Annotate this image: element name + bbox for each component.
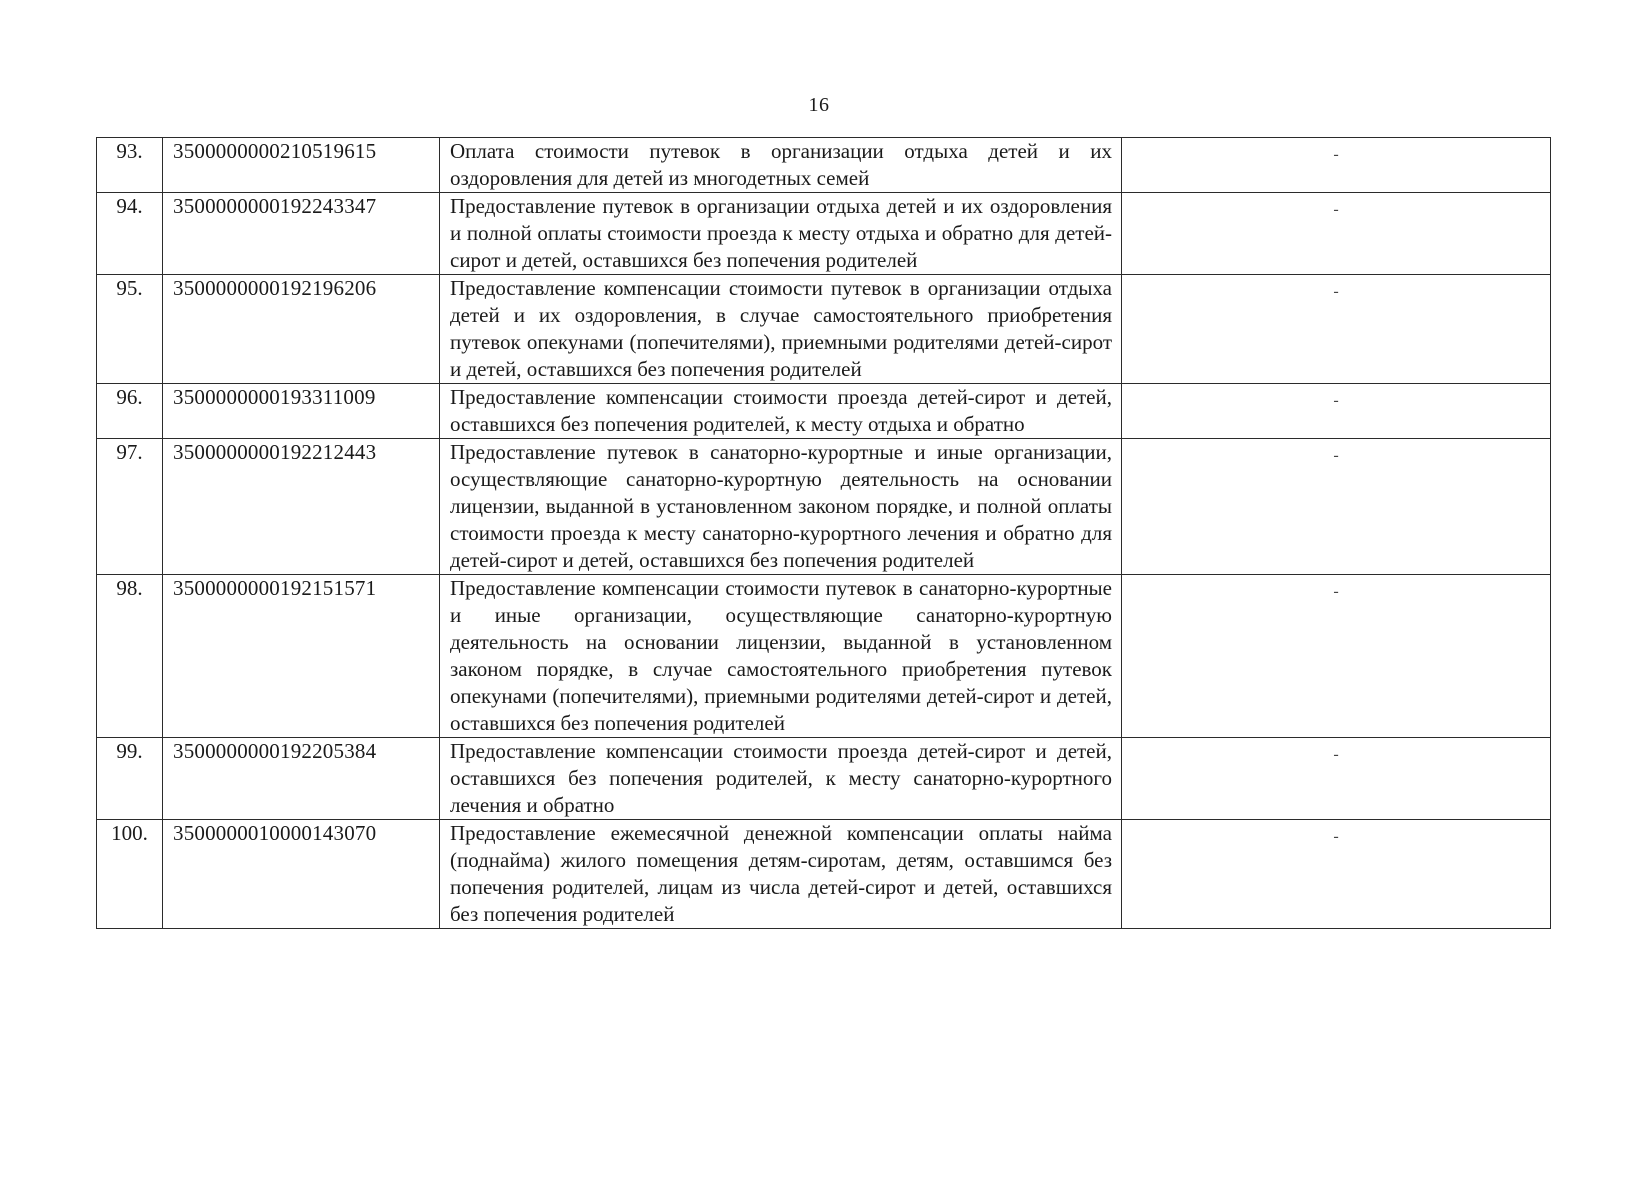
- service-code: 3500000000193311009: [163, 384, 440, 439]
- service-code: 3500000000192205384: [163, 738, 440, 820]
- service-name: Предоставление путевок в санаторно-курортные и иные организации, осуществляющие санаторно-курортную деятельность на основании лицензии, выданной в установленном законом порядке, и полной оплаты стоимости проезда к месту санаторно-курортного лечения и обратно для детей-сирот и детей, оставшихся без попечения родителей: [440, 439, 1122, 575]
- table-row: [97, 384, 1551, 439]
- service-note: -: [1333, 447, 1339, 464]
- row-number: 100.: [97, 820, 163, 929]
- table-row: [97, 575, 1551, 738]
- services-table: [96, 137, 1551, 929]
- service-note: -: [1333, 201, 1339, 218]
- service-name: Предоставление ежемесячной денежной компенсации оплаты найма (поднайма) жилого помещения детям-сиротам, детям, оставшимся без попечения родителей, лицам из числа детей-сирот и детей, оставшихся без попечения родителей: [440, 820, 1122, 929]
- row-number: 93.: [97, 138, 163, 193]
- service-code: 3500000000210519615: [163, 138, 440, 193]
- row-number: 97.: [97, 439, 163, 575]
- service-note-cell: [1122, 575, 1551, 738]
- table-row: [97, 439, 1551, 575]
- service-code: 3500000000192243347: [163, 193, 440, 275]
- row-number: 98.: [97, 575, 163, 738]
- service-note-cell: [1122, 738, 1551, 820]
- service-note: -: [1333, 283, 1339, 300]
- row-number: 99.: [97, 738, 163, 820]
- table-row: [97, 275, 1551, 384]
- service-name: Предоставление компенсации стоимости путевок в санаторно-курортные и иные организации, осуществляющие санаторно-курортную деятельность на основании лицензии, выданной в установленном законом порядке, в случае самостоятельного приобретения путевок опекунами (попечителями), приемными родителями детей-сирот и детей, оставшихся без попечения родителей: [440, 575, 1122, 738]
- service-note-cell: [1122, 193, 1551, 275]
- service-note: -: [1333, 146, 1339, 163]
- row-number: 94.: [97, 193, 163, 275]
- service-name: Предоставление компенсации стоимости проезда детей-сирот и детей, оставшихся без попечения родителей, к месту отдыха и обратно: [440, 384, 1122, 439]
- row-number: 95.: [97, 275, 163, 384]
- service-name: Оплата стоимости путевок в организации отдыха детей и их оздоровления для детей из многодетных семей: [440, 138, 1122, 193]
- service-note-cell: [1122, 138, 1551, 193]
- service-code: 3500000000192212443: [163, 439, 440, 575]
- service-name: Предоставление компенсации стоимости путевок в организации отдыха детей и их оздоровления, в случае самостоятельного приобретения путевок опекунами (попечителями), приемными родителями детей-сирот и детей, оставшихся без попечения родителей: [440, 275, 1122, 384]
- service-code: 3500000000192151571: [163, 575, 440, 738]
- table-row: [97, 193, 1551, 275]
- table-row: [97, 138, 1551, 193]
- service-name: Предоставление путевок в организации отдыха детей и их оздоровления и полной оплаты стоимости проезда к месту отдыха и обратно для детей-сирот и детей, оставшихся без попечения родителей: [440, 193, 1122, 275]
- service-note-cell: [1122, 275, 1551, 384]
- service-note-cell: [1122, 820, 1551, 929]
- service-note: -: [1333, 828, 1339, 845]
- service-note-cell: [1122, 439, 1551, 575]
- service-code: 3500000010000143070: [163, 820, 440, 929]
- table-row: [97, 820, 1551, 929]
- service-name: Предоставление компенсации стоимости проезда детей-сирот и детей, оставшихся без попечения родителей, к месту санаторно-курортного лечения и обратно: [440, 738, 1122, 820]
- page-number: 16: [808, 94, 830, 116]
- service-code: 3500000000192196206: [163, 275, 440, 384]
- service-note: -: [1333, 746, 1339, 763]
- service-note: -: [1333, 583, 1339, 600]
- service-note-cell: [1122, 384, 1551, 439]
- service-note: -: [1333, 392, 1339, 409]
- row-number: 96.: [97, 384, 163, 439]
- table-row: [97, 738, 1551, 820]
